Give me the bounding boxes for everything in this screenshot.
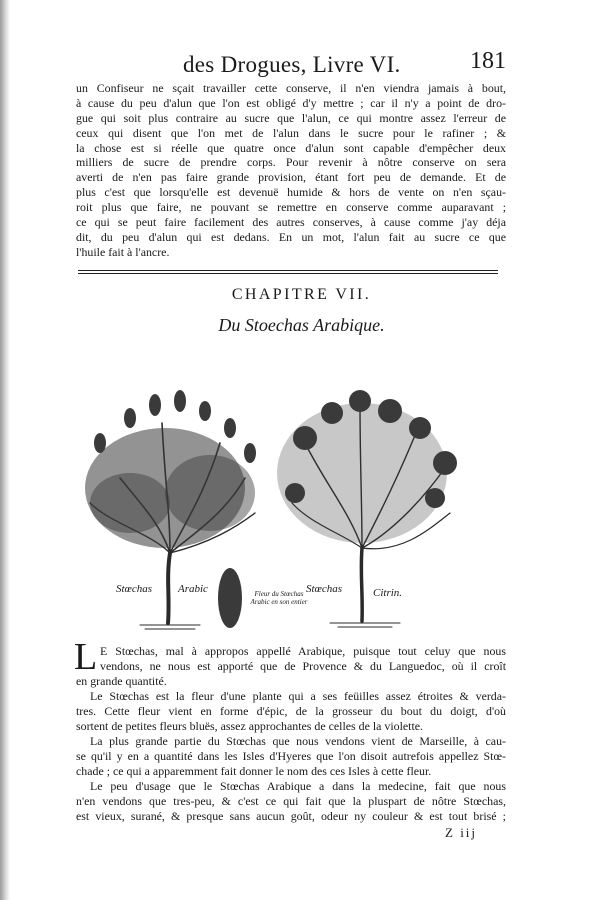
text-line: E Stœchas, mal à appropos appellé Arabique, puisque tout celuy que nous: [100, 644, 506, 658]
left-tree-trunk: [168, 553, 170, 623]
section-rule: [78, 270, 498, 271]
text-line: milliers de sucre de prendre corps. Pour revenir à nôtre conserve on sera: [76, 155, 506, 170]
signature-mark: Z iij: [445, 825, 478, 840]
text-line: vendons, ne nous est apporté que de Provence & du Languedoc, où il croît: [100, 658, 506, 673]
text-line: est vieux, surané, & presque sans aucun goût, odeur ny couleur & est tout brisé ;: [76, 808, 506, 823]
left-flower-spike: [199, 401, 211, 421]
binding-shadow: [0, 0, 10, 900]
text-line: tres. Cette fleur vient en forme d'épic, de la grosseur du bout du doigt, d'où: [76, 703, 506, 718]
text-line: gue qui soit plus contraire au sucre que l'alun, ce qui montre assez l'erreur de: [76, 110, 506, 125]
text-line: dit, du peu d'alun qui est dedans. En un mot, l'alun fait au sucre ce que: [76, 229, 506, 244]
text-line: se qu'il y en a quantité dans les Isles d'Hyeres que l'on disoit autrefois appellez Stœ-: [76, 748, 506, 763]
paragraph-1: [76, 644, 506, 689]
chapter-heading: CHAPITRE VII.: [231, 286, 372, 303]
figure-label-arabic: Arabic: [178, 583, 208, 595]
stoechas-flower-detail: [218, 568, 242, 628]
left-flower-spike: [224, 418, 236, 438]
left-foliage: [90, 473, 170, 533]
text-line: La plus grande partie du Stœchas que nous vendons vient de Marseille, à cau-: [90, 734, 506, 748]
text-line: en grande quantité.: [76, 673, 167, 688]
running-header: des Drogues, Livre VI.: [183, 52, 401, 77]
right-flower-cluster: [285, 483, 305, 503]
left-flower-spike: [124, 408, 136, 428]
right-tree-trunk: [361, 548, 362, 621]
right-flower-cluster: [378, 399, 402, 423]
text-line: averti de n'en pas faire grande provision, étant fort peu de demande. Et de: [76, 170, 506, 185]
text-line: un Confiseur ne sçait travailler cette conserve, il n'en viendra jamais à bout,: [76, 81, 506, 95]
left-flower-spike: [174, 390, 186, 412]
text-line: l'huile fait à l'ancre.: [76, 244, 170, 259]
left-flower-spike: [244, 443, 256, 463]
text-line: n'en vendons que tres-peu, & c'est ce qui fait que la pluspart de nôtre Stœchas,: [76, 793, 506, 808]
section-rule: [78, 273, 498, 274]
right-flower-cluster: [349, 390, 371, 412]
text-line: Le Stœchas est la fleur d'une plante qui a ses feüilles assez étroites & verda-: [90, 689, 506, 703]
figure-label-stoechas-left: Stœchas: [116, 583, 153, 595]
right-flower-cluster: [409, 417, 431, 439]
paragraph-3: [76, 734, 506, 779]
ground-hatching: [140, 623, 400, 629]
text-line: la chose est si réelle que quatre once d'alun sont capable d'empêcher deux: [76, 140, 506, 155]
page-number: 181: [470, 48, 506, 74]
paragraph-4: [76, 779, 506, 824]
left-flower-spike: [94, 433, 106, 453]
figure-label-citrin: Citrin.: [373, 587, 403, 599]
right-flower-cluster: [433, 451, 457, 475]
text-line: Le peu d'usage que le Stœchas Arabique a dans la medecine, fait que nous: [90, 779, 506, 793]
right-flower-cluster: [321, 402, 343, 424]
text-line: ce qui se peut faire facilement des autres conserves, à cause comme j'ay déja: [76, 215, 506, 230]
top-paragraph: [76, 81, 506, 260]
drop-cap: L: [74, 636, 98, 678]
text-line: roit plus que faire, ne pouvant se remettre en conserve comme auparavant ;: [76, 200, 506, 215]
chapter-subtitle: Du Stoechas Arabique.: [218, 315, 385, 335]
text-line: chade ; ce qui a apparemment fait donner le nom des ces Isles à cette fleur.: [76, 763, 432, 778]
right-flower-cluster: [293, 426, 317, 450]
text-line: plus c'est que lorsqu'elle est devenuë humide & hors de vente on n'en sçau-: [76, 185, 506, 200]
text-line: à cause du peu d'alun que l'on est obligé d'y mettre ; car il n'y a point de dro-: [76, 95, 506, 110]
text-line: ceux qui disent que l'on met de l'alun dans le sucre pour le rafiner ; &: [76, 125, 506, 140]
text-line: sortent de petites fleurs bluës, assez approchantes de celles de la violette.: [76, 718, 424, 733]
botanical-engraving: [70, 383, 520, 635]
paragraph-2: [76, 689, 506, 734]
right-flower-cluster: [425, 488, 445, 508]
figure-label-stoechas-right: Stœchas: [306, 583, 343, 595]
figure-note-flower: Fleur du Stœchas Arabic en son entier: [250, 590, 308, 606]
left-foliage: [165, 455, 255, 531]
left-flower-spike: [149, 394, 161, 416]
